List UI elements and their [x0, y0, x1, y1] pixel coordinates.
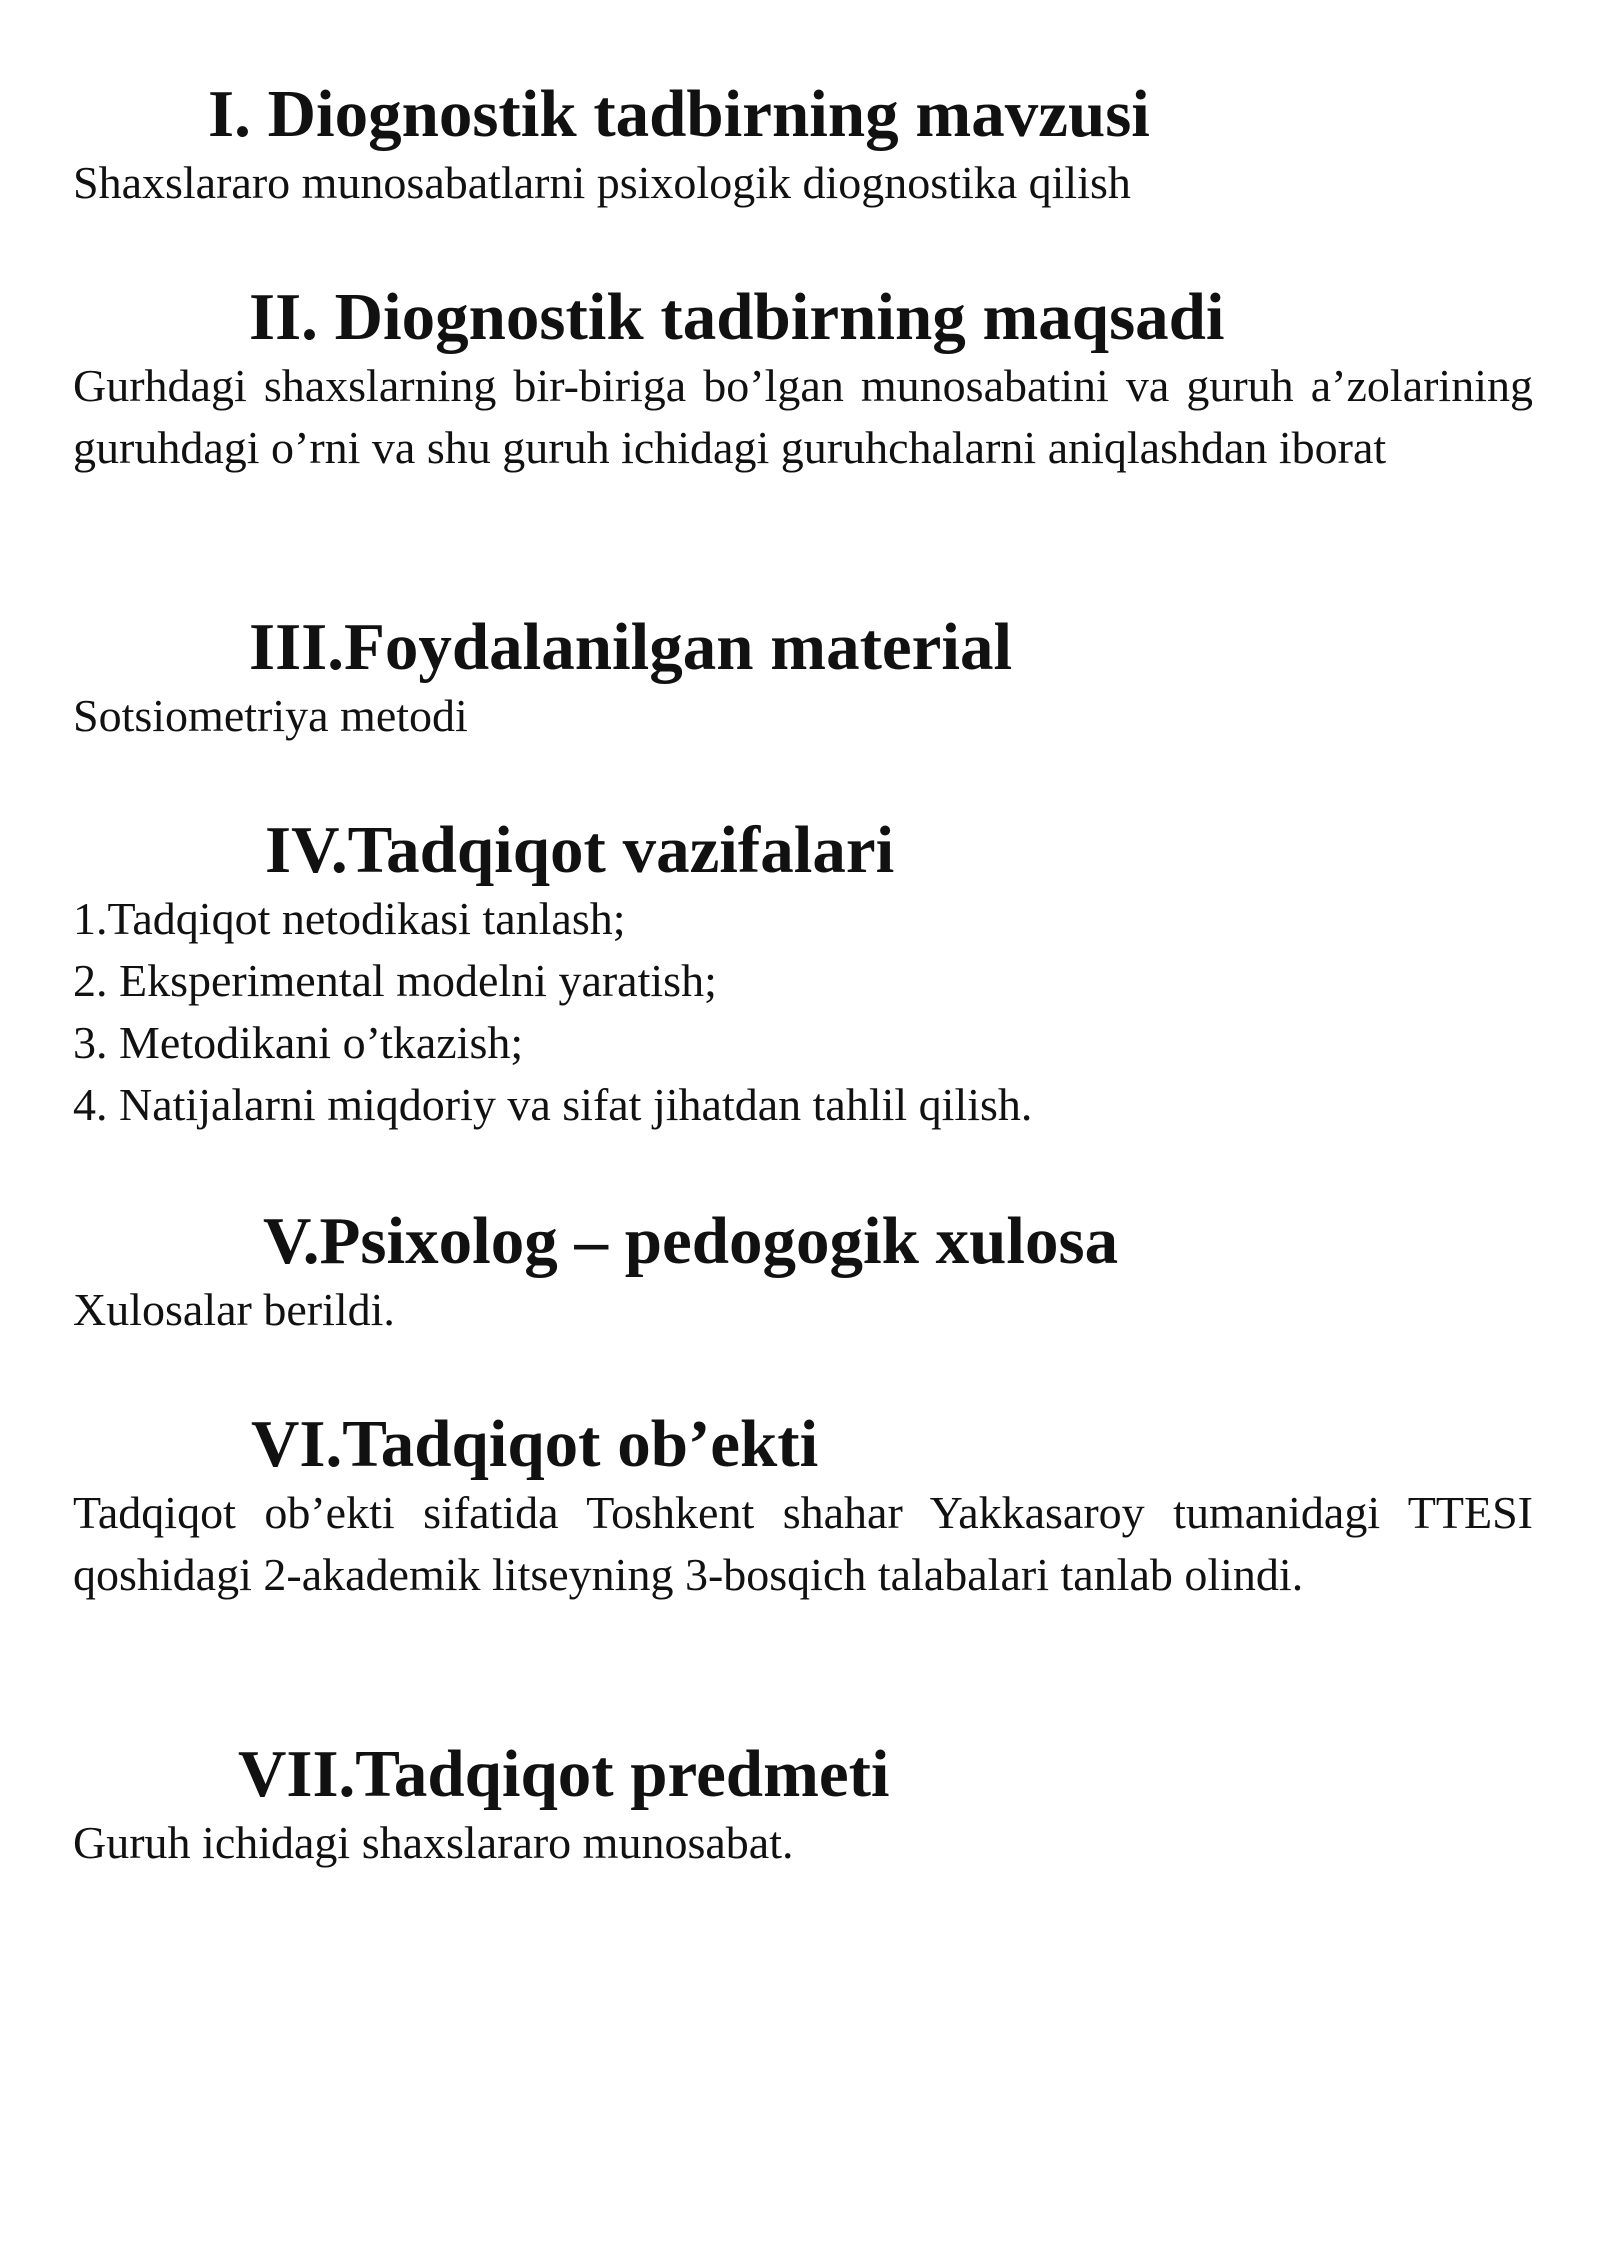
section-7 — [73, 1736, 1533, 1874]
section-heading: VII.Tadqiqot predmeti — [238, 1737, 890, 1811]
list-item: 1.Tadqiqot netodikasi tanlash; — [73, 893, 626, 944]
section-body: Gurhdagi shaxslarning bir-biriga bo’lgan munosabatini va guruh a’zolarining guruhdagi o’rni va shu guruh ichidagi guruhchalarni aniqlashdan iborat — [73, 360, 1533, 473]
section-heading: III.Foydalanilgan material — [249, 610, 1013, 684]
section-3 — [73, 609, 1533, 747]
section-4 — [73, 812, 1533, 1136]
list-item: 4. Natijalarni miqdoriy va sifat jihatdan tahlil qilish. — [73, 1079, 1033, 1130]
list-item: 2. Eksperimental modelni yaratish; — [73, 955, 717, 1006]
section-body: Shaxslararo munosabatlarni psixologik diognostika qilish — [73, 157, 1131, 208]
section-heading: V.Psixolog – pedogogik xulosa — [263, 1204, 1119, 1278]
section-body: Sotsiometriya metodi — [73, 690, 468, 741]
section-body: Xulosalar berildi. — [73, 1284, 395, 1335]
section-heading: II. Diognostik tadbirning maqsadi — [249, 280, 1225, 354]
section-heading: VI.Tadqiqot ob’ekti — [251, 1407, 819, 1481]
section-6 — [73, 1406, 1533, 1606]
list-item: 3. Metodikani o’tkazish; — [73, 1017, 524, 1068]
section-body: Guruh ichidagi shaxslararo munosabat. — [73, 1817, 794, 1868]
section-1 — [73, 76, 1533, 214]
section-2 — [73, 279, 1533, 479]
section-heading: I. Diognostik tadbirning mavzusi — [208, 77, 1150, 151]
section-5 — [73, 1203, 1533, 1341]
section-body: Tadqiqot ob’ekti sifatida Toshkent shahar Yakkasaroy tumanidagi TTESI qoshidagi 2-akademik litseyning 3-bosqich talabalari tanlab olindi. — [73, 1487, 1533, 1600]
section-heading: IV.Tadqiqot vazifalari — [265, 813, 895, 887]
